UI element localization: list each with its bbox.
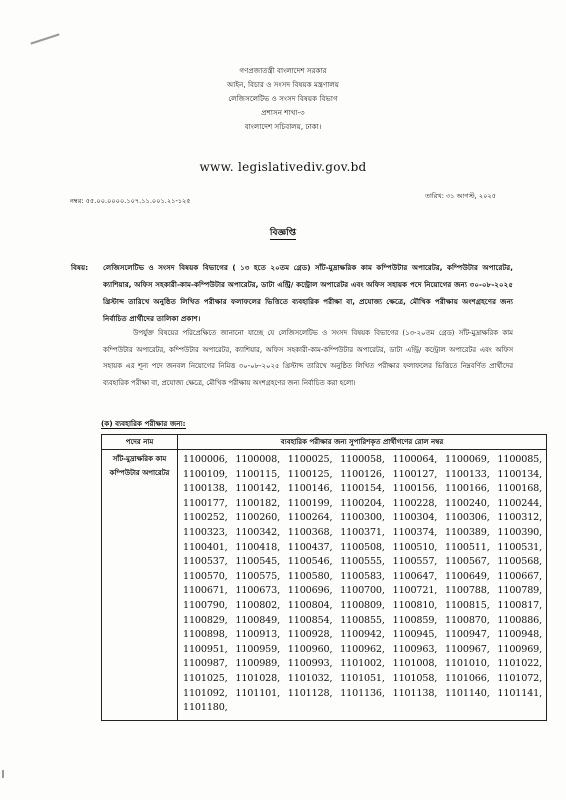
notice-title <box>0 225 566 240</box>
column-header-post: পদের নাম <box>102 435 178 450</box>
pen-mark <box>30 33 59 44</box>
results-table <box>101 434 547 721</box>
roll-numbers-cell: 1100006, 1100008, 1100025, 1100058, 1100064, 1100069, 1100085, 1100109, 1100115, 1100125, 1100126, 1100127, 1100133, 1100134, 1100138, 1100142, 1100146, 1100154, 1100156, 1100166, 1100168, 1100177, 1100182, 1100199, 1100204, 1100228, 1100240, 1100244, 1100252, 1100260, 1100264, 1100300, 1100304, 1100306, 1100312, 1100323, 1100342, 1100368, 1100371, 1100374, 1100389, 1100390, 1100401, 1100418, 1100437, 1100508, 1100510, 1100511, 1100531, 1100537, 1100545, 1100546, 1100555, 1100557, 1100567, 1100568, 1100570, 1100575, 1100580, 1100583, 1100647, 1100649, 1100667, 1100671, 1100673, 1100696, 1100700, 1100721, 1100788, 1100789, 1100790, 1100802, 1100804, 1100809, 1100810, 1100815, 1100817, 1100829, 1100849, 1100854, 1100855, 1100859, 1100870, 1100886, 1100898, 1100913, 1100928, 1100942, 1100945, 1100947, 1100948, 1100951, 1100959, 1100960, 1100962, 1100963, 1100967, 1100969, 1100987, 1100989, 1100993, 1101002, 1101008, 1101010, 1101022, 1101025, 1101028, 1101032, 1101051, 1101058, 1101066, 1101072, 1101092, 1101101, 1101128, 1101136, 1101138, 1101140, 1101141, 1101180, <box>178 450 547 721</box>
section-heading-text: (ক) ব্যবহারিক পরীক্ষার জন্য: <box>101 419 186 428</box>
body-paragraph: উপর্যুক্ত বিষয়ের পরিপ্রেক্ষিতে জানানো যাচ্ছে যে লেজিসলেটিভ ও সংসদ বিষয়ক বিভাগের (১৩-২০তম গ্রেড) সাঁট-মুদ্রাক্ষরিক কাম কম্পিউটার অপারেটর, কম্পিউটার অপারেটর, ক্যাশিয়ার, অফিস সহকারী-কাম-কম্পিউটার অপারেটর, ডাটা এন্ট্রি/ কন্ট্রোল অপারেটর এবং অফিস সহায়ক এর শূন্য পদে জনবল নিয়োগের নিমিত্ত ৩০-০৮-২০২৫ খ্রিস্টাব্দ তারিখে অনুষ্ঠিত লিখিত পরীক্ষার ফলাফলের ভিত্তিতে নিম্নবর্ণিত প্রার্থীদের ব্যবহারিক পরীক্ষা বা, প্রযোজ্য ক্ষেত্রে, মৌখিক পরীক্ষায় অংশগ্রহণের জন্য নির্বাচিত করা হলো। <box>103 329 513 387</box>
memo-number: নম্বর: ৫৫.০০.০০০০.১০৭.১১.০০১.২১-১২৫ <box>70 197 191 205</box>
column-header-rolls: ব্যবহারিক পরীক্ষার জন্য সুপারিশকৃত প্রার্থীগণের রোল নম্বর <box>178 435 547 450</box>
issue-date: তারিখ: ৩১ আগস্ট, ২০২৫ <box>425 192 497 200</box>
govt-name: গণপ্রজাতন্ত্রী বাংলাদেশ সরকার <box>239 66 327 75</box>
office-address: বাংলাদেশ সচিবালয়, ঢাকা। <box>244 122 322 131</box>
post-name-cell: সাঁট-মুদ্রাক্ষরিক কাম কম্পিউটার অপারেটর <box>102 450 178 721</box>
notice-title-text: বিজ্ঞপ্তি <box>269 228 297 238</box>
section-name: প্রশাসন শাখা-৩ <box>261 108 305 117</box>
ministry-name: আইন, বিচার ও সংসদ বিষয়ক মন্ত্রণালয় <box>226 80 340 89</box>
subject-text: লেজিসলেটিভ ও সংসদ বিষয়ক বিভাগের ( ১৩ হতে ২০তম গ্রেড) সাঁট-মুদ্রাক্ষরিক কাম কম্পিউটার অপারেটর, কম্পিউটার অপারেটর, ক্যাশিয়ার, অফিস সহকারী-কাম-কম্পিউটার অপারেটর, ডাটা এন্ট্রি/ কন্ট্রোল অপারেটর এবং অফিস সহায়ক পদে নিয়োগের জন্য ৩০-০৮-২০২৫ খ্রিস্টাব্দ তারিখে অনুষ্ঠিত লিখিত পরীক্ষার ফলাফলের ভিত্তিতে ব্যবহারিক পরীক্ষা বা, প্রযোজ্য ক্ষেত্রে, মৌখিক পরীক্ষায় অংশগ্রহণের জন্য নির্বাচিত প্রার্থীদের তালিকা প্রকাশ। <box>103 263 513 323</box>
section-heading <box>101 419 186 431</box>
division-name: লেজিসলেটিভ ও সংসদ বিষয়ক বিভাগ <box>228 94 338 103</box>
subject-label: বিষয়: <box>71 263 89 272</box>
website-url: www. legislativediv.gov.bd <box>199 160 367 174</box>
table-row <box>102 450 547 721</box>
scan-mark <box>2 770 4 778</box>
table-header-row <box>102 435 547 450</box>
letterhead <box>0 64 566 134</box>
